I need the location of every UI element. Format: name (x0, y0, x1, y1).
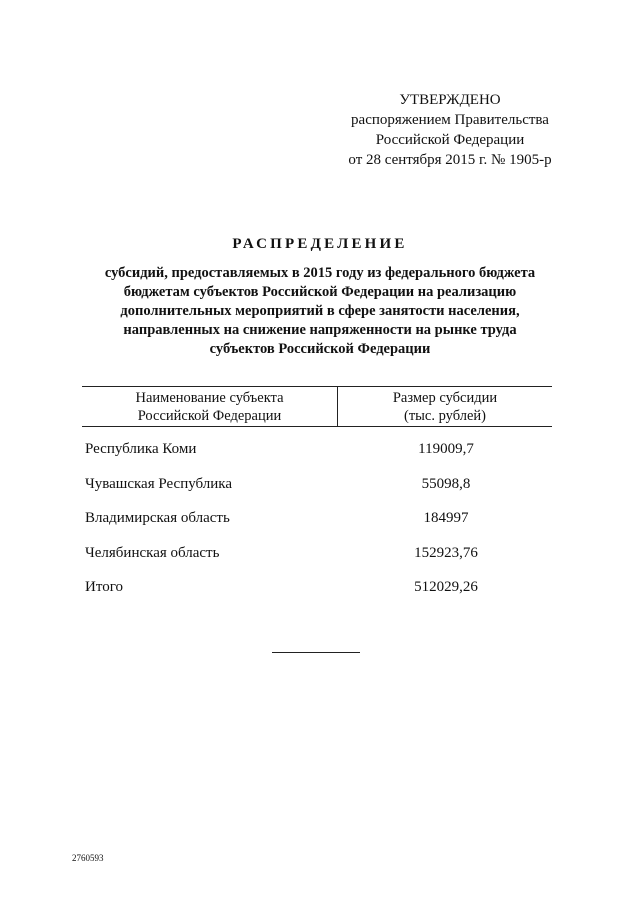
header-subject-line-2: Российской Федерации (137, 408, 282, 424)
approval-title: УТВЕРЖДЕНО (399, 92, 501, 108)
subsidy-amount: 152923,76 (414, 544, 478, 561)
document-subtitle (60, 264, 580, 359)
table-row-total (82, 579, 552, 614)
table-header (82, 386, 552, 427)
end-rule (272, 652, 360, 653)
document-title: РАСПРЕДЕЛЕНИЕ (232, 236, 408, 252)
approval-line-3: от 28 сентября 2015 г. № 1905-р (348, 152, 552, 168)
subtitle-line: бюджетам субъектов Российской Федерации на реализацию (123, 284, 517, 300)
subtitle-line: субъектов Российской Федерации (209, 341, 431, 357)
approval-line-2: Российской Федерации (375, 132, 525, 148)
subsidy-amount: 119009,7 (418, 441, 474, 457)
table-row (82, 441, 552, 476)
subtitle-line: субсидий, предоставляемых в 2015 году из федерального бюджета (104, 265, 536, 281)
table-row (82, 545, 552, 580)
subject-name: Владимирская область (85, 510, 230, 526)
subject-name: Челябинская область (85, 544, 220, 561)
subject-name: Чувашская Республика (85, 475, 233, 492)
total-amount: 512029,26 (414, 579, 478, 595)
header-subject-name (82, 387, 337, 426)
table-row (82, 476, 552, 511)
table-row (82, 510, 552, 545)
subtitle-line: направленных на снижение напряженности на рынке труда (123, 322, 517, 338)
total-label: Итого (85, 579, 123, 595)
subsidy-table (82, 386, 552, 614)
header-subsidy-amount (338, 387, 552, 426)
subject-name: Республика Коми (85, 441, 197, 457)
document-code: 2760593 (72, 853, 104, 863)
subtitle-line: дополнительных мероприятий в сфере занятости населения, (120, 303, 520, 319)
subsidy-amount: 184997 (423, 510, 469, 526)
header-amount-line-2: (тыс. рублей) (404, 408, 486, 424)
approval-line-1: распоряжением Правительства (351, 112, 549, 128)
table-body (82, 441, 552, 614)
header-subject-line-1: Наименование субъекта (135, 390, 284, 406)
subsidy-amount: 55098,8 (421, 475, 471, 492)
approval-block (330, 90, 570, 170)
header-amount-line-1: Размер субсидии (392, 390, 498, 406)
